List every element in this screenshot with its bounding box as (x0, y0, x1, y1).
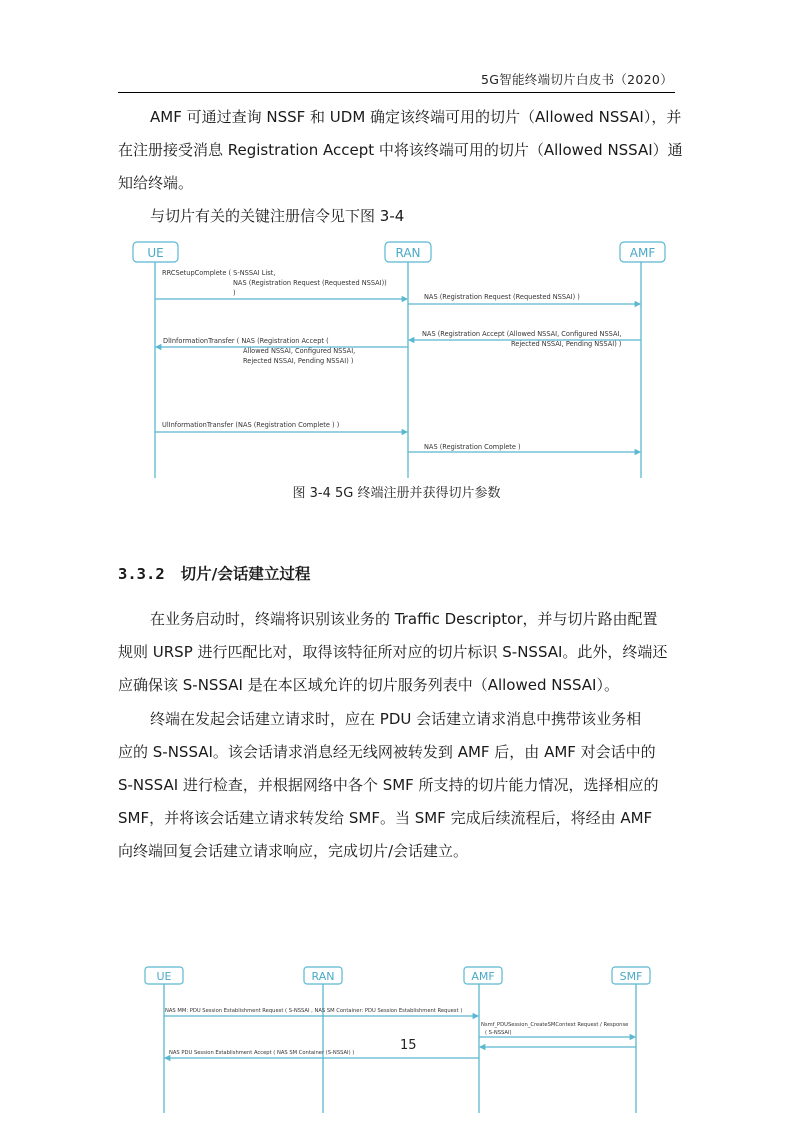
entity-ran (385, 242, 431, 262)
paragraph-line: 与切片有关的关键注册信令见下图 3-4 (150, 207, 405, 225)
message-label: NAS (Registration Complete ) (424, 443, 521, 451)
paragraph-line: S-NSSAI 进行检查，并根据网络中各个 SMF 所支持的切片能力情况，选择相应的 (118, 776, 659, 794)
message-dl-information-transfer (156, 337, 408, 365)
entity-label: RAN (395, 246, 421, 260)
entity-label: UE (147, 246, 164, 260)
message-label: DlInformationTransfer ( NAS (Registration Accept ( (163, 337, 329, 345)
message-label: Nsmf_PDUSession_CreateSMContext Request / Response (481, 1022, 629, 1028)
message-label: ) (233, 289, 236, 297)
message-label: ( S-NSSAI) (485, 1030, 512, 1036)
section-title: 切片/会话建立过程 (180, 565, 311, 583)
paragraph-pdu-session (118, 703, 678, 868)
paragraph-line: 应的 S-NSSAI。该会话请求消息经无线网被转发到 AMF 后，由 AMF 对会话中的 (118, 743, 656, 761)
paragraph-line: 知给终端。 (118, 174, 194, 192)
message-label: NAS MM: PDU Session Establishment Request ( S-NSSAI , NAS SM Container: PDU Session Establishment Request ) (165, 1008, 463, 1014)
message-create-sm-context (479, 1022, 635, 1037)
figure-caption: 图 3-4 5G 终端注册并获得切片参数 (292, 486, 501, 501)
page-number: 15 (400, 1038, 417, 1053)
message-label: Allowed NSSAI, Configured NSSAI, (243, 347, 356, 355)
entity-ue (145, 967, 183, 984)
entity-label: AMF (629, 246, 656, 260)
message-label: Rejected NSSAI, Pending NSSAI) ) (243, 357, 354, 365)
entity-label: UE (156, 970, 172, 983)
paragraph-line: 应确保该 S-NSSAI 是在本区域允许的切片服务列表中（Allowed NSSAI）。 (118, 676, 619, 694)
section-heading (118, 562, 310, 584)
message-label: NAS (Registration Request (Requested NSSAI) ) (424, 293, 580, 301)
message-label: Rejected NSSAI, Pending NSSAI) ) (511, 340, 622, 348)
message-nas-registration-complete (408, 443, 640, 452)
entity-ue (133, 242, 178, 262)
message-nas-registration-request (408, 293, 640, 304)
entity-label: AMF (471, 970, 495, 983)
entity-ran (304, 967, 342, 984)
paragraph-traffic-descriptor (118, 603, 678, 702)
section-number: 3.3.2 (118, 565, 165, 583)
message-ul-information-transfer (155, 421, 407, 432)
paragraph-line: SMF，并将该会话建立请求转发给 SMF。当 SMF 完成后续流程后，将经由 AMF (118, 809, 653, 827)
message-rrc-setup-complete (155, 269, 407, 299)
message-nas-registration-accept (409, 330, 641, 348)
message-label: NAS (Registration Accept (Allowed NSSAI, Configured NSSAI, (422, 330, 622, 338)
paragraph-line: 向终端回复会话建立请求响应，完成切片/会话建立。 (118, 842, 469, 860)
message-pdu-session-establishment-request (164, 1008, 478, 1016)
entity-label: SMF (619, 970, 643, 983)
message-label: NAS PDU Session Establishment Accept ( NAS SM Container (S-NSSAI) ) (169, 1050, 355, 1056)
paragraph-line: AMF 可通过查询 NSSF 和 UDM 确定该终端可用的切片（Allowed NSSAI），并 (150, 108, 682, 126)
paragraph-line: 在业务启动时，终端将识别该业务的 Traffic Descriptor，并与切片路由配置 (150, 610, 658, 628)
entity-smf (612, 967, 650, 984)
paragraph-line: 规则 URSP 进行匹配比对，取得该特征所对应的切片标识 S-NSSAI。此外，终端还 (118, 643, 668, 661)
message-pdu-session-establishment-accept (165, 1050, 479, 1058)
paragraph-line: 终端在发起会话建立请求时，应在 PDU 会话建立请求消息中携带该业务相 (150, 710, 642, 728)
message-label: NAS (Registration Request (Requested NSSAI)) (233, 279, 387, 287)
entity-amf (620, 242, 665, 262)
message-label: RRCSetupComplete ( S-NSSAI List, (162, 269, 276, 277)
message-label: UlInformationTransfer (NAS (Registration Complete ) ) (162, 421, 340, 429)
running-header-title: 5G智能终端切片白皮书（2020） (480, 72, 673, 87)
paragraph-line: 在注册接受消息 Registration Accept 中将该终端可用的切片（Allowed NSSAI）通 (118, 141, 683, 159)
entity-amf (464, 967, 502, 984)
entity-label: RAN (311, 970, 335, 983)
